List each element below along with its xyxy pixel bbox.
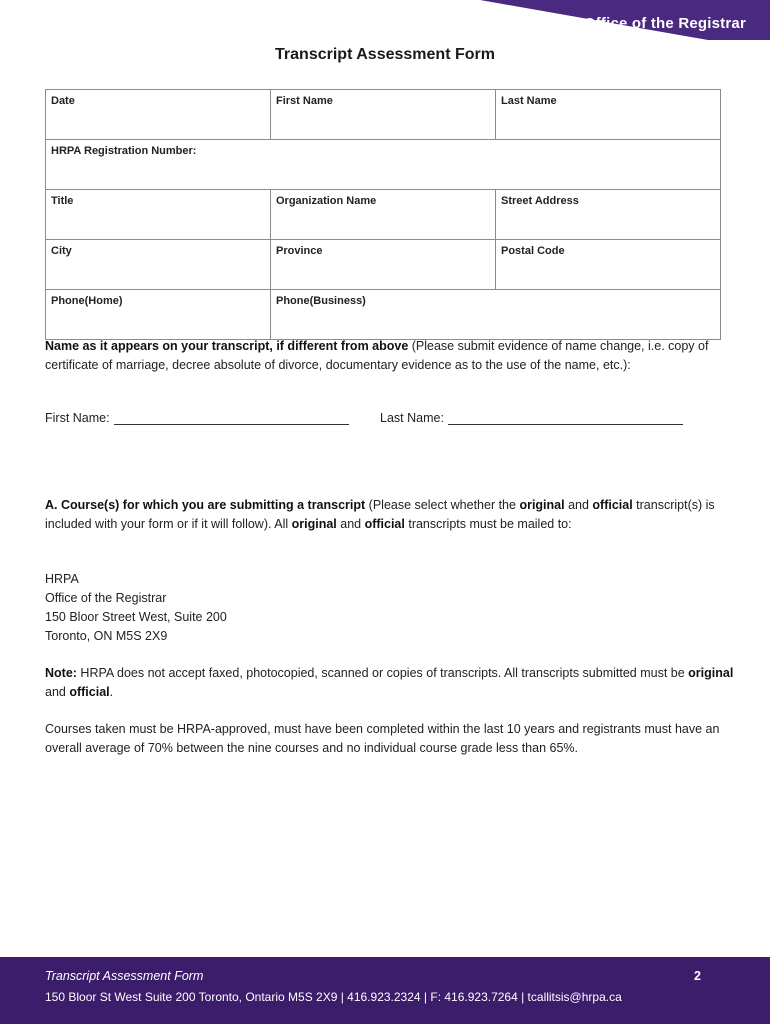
emphasis-official: official xyxy=(592,498,633,512)
postal-code-field[interactable]: Postal Code xyxy=(496,240,721,290)
note-text-part: . xyxy=(109,685,114,699)
phone-business-field[interactable]: Phone(Business) xyxy=(271,290,721,340)
page-footer xyxy=(0,957,770,1024)
section-a-text-part: and xyxy=(564,498,593,512)
name-change-instructions xyxy=(45,337,735,375)
note-text-part: and xyxy=(45,685,70,699)
phone-home-field[interactable]: Phone(Home) xyxy=(46,290,271,340)
organization-name-field[interactable]: Organization Name xyxy=(271,190,496,240)
last-name-field[interactable]: Last Name xyxy=(496,90,721,140)
course-requirements: Courses taken must be HRPA-approved, must have been completed within the last 10 years and registrants must have an overall average of 70% between the nine courses and no individual course grade less than 65%. xyxy=(45,722,720,755)
note-label: Note: xyxy=(45,666,77,680)
footer-contact: 150 Bloor St West Suite 200 Toronto, Ontario M5S 2X9 | 416.923.2324 | F: 416.923.7264 | tcallitsis@hrpa.ca xyxy=(45,990,622,1004)
table-row xyxy=(46,140,721,190)
emphasis-original: original xyxy=(519,498,565,512)
page-title: Transcript Assessment Form xyxy=(275,46,495,63)
section-a-text-part: transcripts must be mailed to: xyxy=(404,517,572,531)
registration-number-field[interactable]: HRPA Registration Number: xyxy=(46,140,721,190)
section-a-text xyxy=(45,496,735,534)
street-address-field[interactable]: Street Address xyxy=(496,190,721,240)
page-number: 2 xyxy=(694,969,701,983)
name-change-text: (Please submit evidence of name change, i.e. copy of certificate of marriage, decree absolute of divorce, documentary evidence as to the use of the name, etc.): xyxy=(45,339,709,372)
table-row xyxy=(46,190,721,240)
section-a-text-part: (Please select whether the xyxy=(365,498,520,512)
table-row xyxy=(46,90,721,140)
address-line: HRPA xyxy=(45,572,79,586)
section-a-text-part: transcript(s) is included with your form or if it will follow). All xyxy=(45,498,715,531)
alt-first-name-label: First Name: xyxy=(45,411,110,425)
city-field[interactable]: City xyxy=(46,240,271,290)
emphasis-official: official xyxy=(364,517,405,531)
title-field[interactable]: Title xyxy=(46,190,271,240)
address-line: 150 Bloor Street West, Suite 200 xyxy=(45,610,227,624)
applicant-info-table xyxy=(45,89,721,340)
section-a-heading: A. Course(s) for which you are submitting a transcript xyxy=(45,498,366,512)
alt-first-name-row xyxy=(45,410,349,425)
first-name-field[interactable]: First Name xyxy=(271,90,496,140)
emphasis-original: original xyxy=(688,666,734,680)
banner-text: Office of the Registrar xyxy=(583,15,746,32)
alt-last-name-label: Last Name: xyxy=(380,411,444,425)
address-line: Toronto, ON M5S 2X9 xyxy=(45,629,168,643)
emphasis-original: original xyxy=(291,517,337,531)
table-row xyxy=(46,240,721,290)
table-row xyxy=(46,290,721,340)
alt-first-name-input[interactable] xyxy=(114,410,349,425)
section-a-text-part: and xyxy=(336,517,365,531)
alt-last-name-row xyxy=(380,410,683,425)
registrar-banner xyxy=(480,0,770,40)
note-text xyxy=(45,664,735,702)
mailing-address xyxy=(45,570,735,646)
name-change-heading: Name as it appears on your transcript, if different from above xyxy=(45,339,409,353)
alt-last-name-input[interactable] xyxy=(448,410,683,425)
note-text-part: HRPA does not accept faxed, photocopied, scanned or copies of transcripts. All transcripts submitted must be xyxy=(76,666,689,680)
address-line: Office of the Registrar xyxy=(45,591,167,605)
emphasis-official: official xyxy=(69,685,110,699)
province-field[interactable]: Province xyxy=(271,240,496,290)
footer-doc-title: Transcript Assessment Form xyxy=(45,969,204,983)
date-field[interactable]: Date xyxy=(46,90,271,140)
